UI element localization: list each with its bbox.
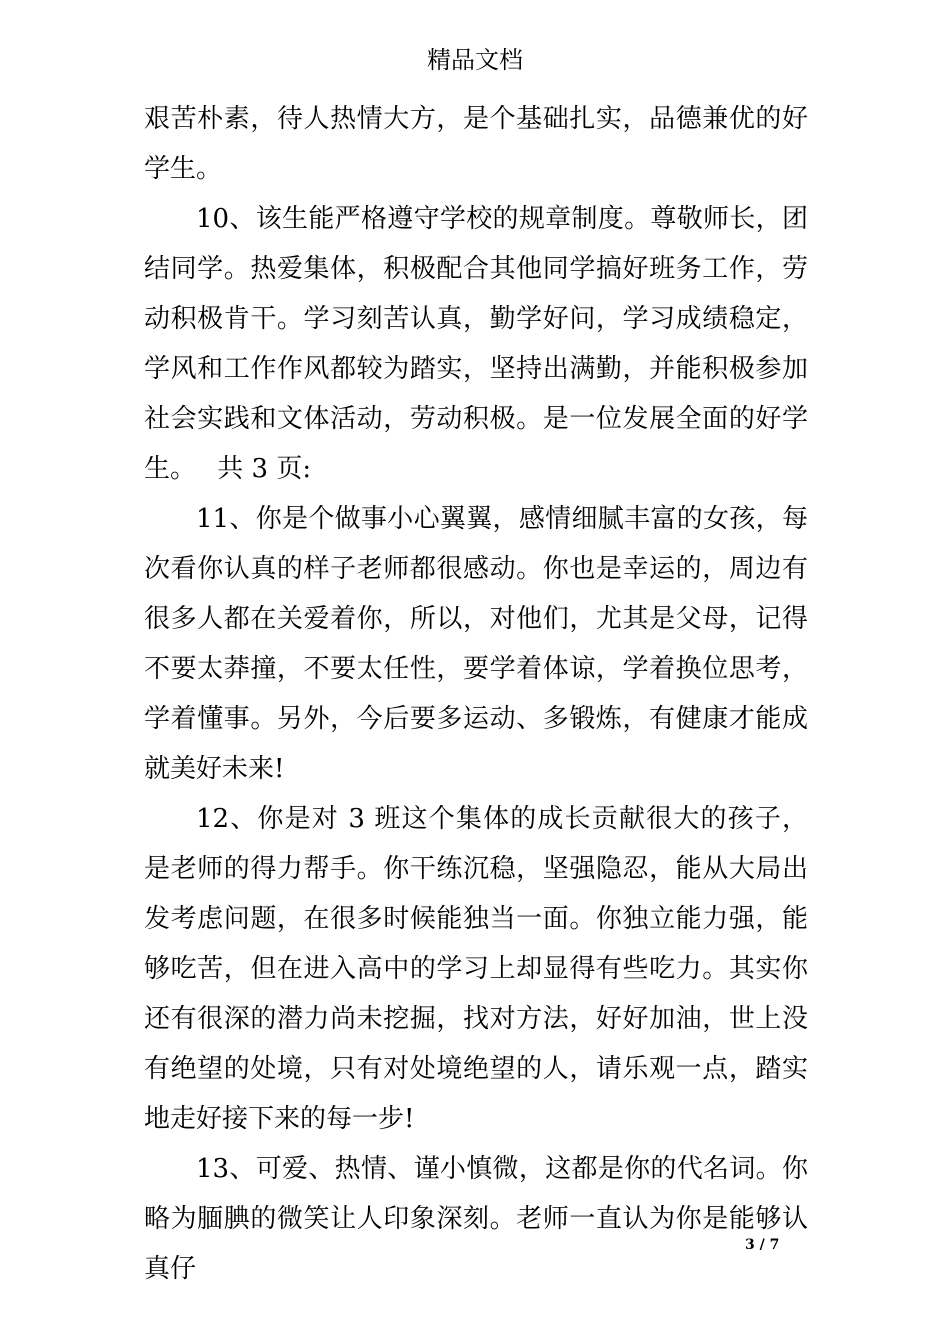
- document-body: [144, 94, 808, 1294]
- paragraph-item-10: 10、该生能严格遵守学校的规章制度。尊敬师长，团结同学。热爱集体，积极配合其他同学搞好班务工作，劳动积极肯干。学习刻苦认真，勤学好问，学习成绩稳定，学风和工作作风都较为踏实，坚持出满勤，并能积极参加社会实践和文体活动，劳动积极。是一位发展全面的好学生。 共 3 页:: [144, 204, 808, 484]
- paragraph-item-11: 11、你是个做事小心翼翼，感情细腻丰富的女孩，每次看你认真的样子老师都很感动。你也是幸运的，周边有很多人都在关爱着你，所以，对他们，尤其是父母，记得不要太莽撞，不要太任性，要学着体谅，学着换位思考，学着懂事。另外，今后要多运动、多锻炼，有健康才能成就美好未来!: [144, 504, 808, 784]
- document-header-title: 精品文档: [427, 46, 523, 74]
- paragraph-item-13: 13、可爱、热情、谨小慎微，这都是你的代名词。你略为腼腆的微笑让人印象深刻。老师一直认为你是能够认真仔: [144, 1154, 808, 1284]
- page-number: 3 / 7: [745, 1237, 780, 1253]
- paragraph-continuation: 艰苦朴素，待人热情大方，是个基础扎实，品德兼优的好学生。: [144, 104, 808, 184]
- paragraph-item-12: 12、你是对 3 班这个集体的成长贡献很大的孩子，是老师的得力帮手。你干练沉稳，坚强隐忍，能从大局出发考虑问题，在很多时候能独当一面。你独立能力强，能够吃苦，但在进入高中的学习上却显得有些吃力。其实你还有很深的潜力尚未挖掘，找对方法，好好加油，世上没有绝望的处境，只有对处境绝望的人，请乐观一点，踏实地走好接下来的每一步!: [144, 804, 808, 1134]
